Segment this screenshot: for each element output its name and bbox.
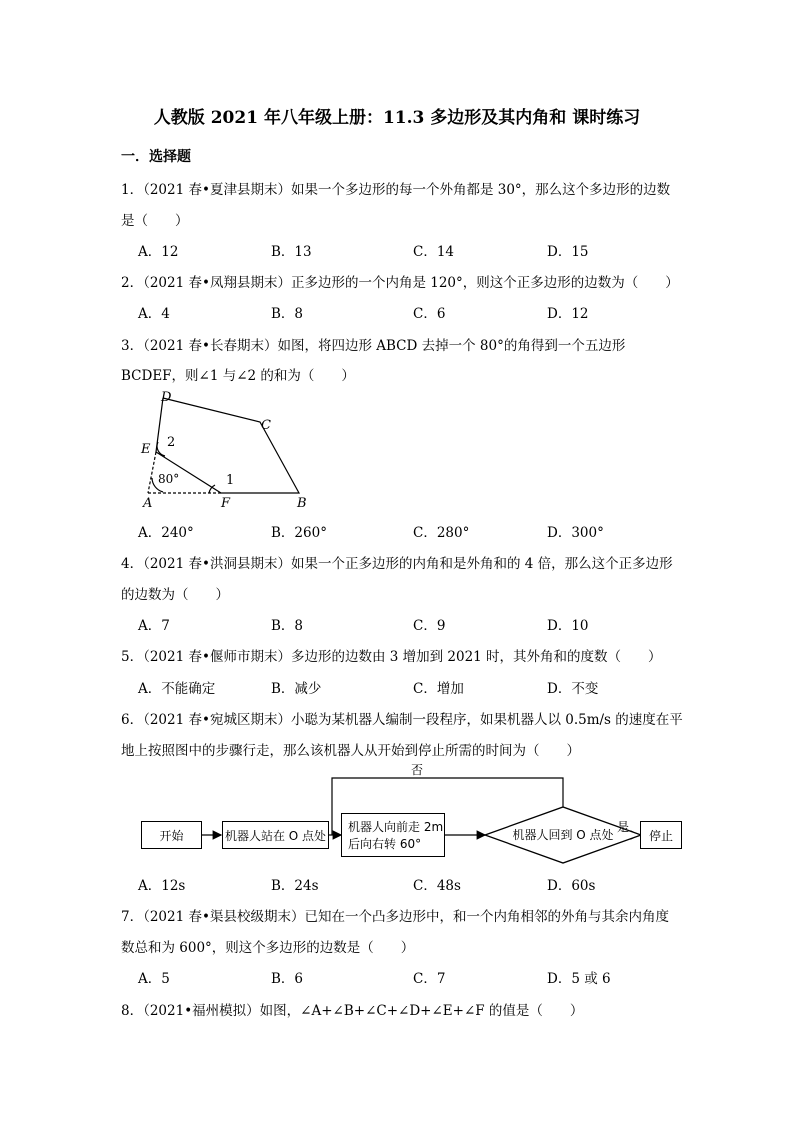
q4-option-a: A．7 (138, 618, 170, 634)
quadrilateral-figure (135, 386, 315, 511)
question-2-line-1: 2．（2021 春•凤翔县期末）正多边形的一个内角是 120°，则这个正多边形的边数为（ ） (121, 275, 679, 291)
label-angle-1: 1 (226, 473, 235, 488)
q6-option-b: B．24s (271, 878, 319, 894)
q7-option-b: B．6 (271, 971, 304, 987)
label-b: B (297, 496, 307, 511)
q7-option-c: C．7 (413, 971, 446, 987)
label-angle-2: 2 (167, 435, 176, 450)
q1-option-b: B．13 (271, 244, 312, 260)
flow-start-box (141, 821, 202, 849)
q1-option-a: A．12 (138, 244, 179, 260)
q3-option-d: D．300° (547, 525, 604, 541)
question-6-line-1: 6．（2021 春•宛城区期末）小聪为某机器人编制一段程序，如果机器人以 0.5m/s 的速度在平 (121, 712, 683, 728)
question-1-line-1: 1．（2021 春•夏津县期末）如果一个多边形的每一个外角都是 30°，那么这个多边形的边数 (121, 182, 671, 198)
question-3-line-2: BCDEF，则∠1 与∠2 的和为（ ） (121, 368, 355, 384)
flow-stop-box (640, 821, 682, 849)
flow-start-text: 开始 (159, 828, 184, 843)
q5-option-b: B．减少 (271, 681, 322, 697)
flow-step2-text-2: 后向右转 60° (348, 837, 422, 851)
q2-option-d: D．12 (547, 306, 589, 322)
q2-option-c: C．6 (413, 306, 446, 322)
question-7-line-1: 7．（2021 春•渠县校级期末）已知在一个凸多边形中，和一个内角相邻的外角与其余内角度 (121, 909, 669, 925)
question-4-line-2: 的边数为（ ） (121, 587, 229, 603)
q7-option-a: A．5 (138, 971, 170, 987)
section-heading: 一．选择题 (121, 149, 191, 165)
label-a: A (143, 496, 153, 511)
flow-step2-text-1: 机器人向前走 2m (348, 820, 444, 834)
q2-option-b: B．8 (271, 306, 304, 322)
flow-step2-box (341, 813, 445, 857)
q3-option-a: A．240° (138, 525, 194, 541)
question-3-line-1: 3．（2021 春•长春期末）如图，将四边形 ABCD 去掉一个 80°的角得到一个五边形 (121, 338, 626, 354)
question-8-line-1: 8．（2021•福州模拟）如图，∠A+∠B+∠C+∠D+∠E+∠F 的值是（ ） (121, 1003, 584, 1019)
question-7-line-2: 数总和为 600°，则这个多边形的边数是（ ） (121, 940, 415, 956)
q3-option-c: C．280° (413, 525, 470, 541)
flow-decision-text: 机器人回到 O 点处 (512, 828, 614, 842)
label-angle-80: 80° (158, 472, 180, 486)
q6-option-c: C．48s (413, 878, 461, 894)
question-4-line-1: 4．（2021 春•洪洞县期末）如果一个正多边形的内角和是外角和的 4 倍，那么这个正多边形 (121, 556, 673, 572)
q4-option-c: C．9 (413, 618, 446, 634)
q4-option-b: B．8 (271, 618, 304, 634)
flow-no-label: 否 (411, 763, 424, 777)
flow-yes-label: 是 (617, 820, 630, 834)
flow-step1-text: 机器人站在 O 点处 (224, 828, 327, 843)
q1-option-d: D．15 (547, 244, 589, 260)
q5-option-d: D．不变 (547, 681, 599, 697)
label-e: E (141, 442, 151, 457)
question-5-line-1: 5．（2021 春•偃师市期末）多边形的边数由 3 增加到 2021 时，其外角和的度数（ ） (121, 649, 662, 665)
q5-option-a: A．不能确定 (138, 681, 216, 697)
flow-stop-text: 停止 (648, 828, 673, 843)
q4-option-d: D．10 (547, 618, 589, 634)
q5-option-c: C．增加 (413, 681, 464, 697)
q6-option-d: D．60s (547, 878, 596, 894)
q7-option-d: D．5 或 6 (547, 971, 611, 987)
label-d: D (161, 390, 172, 405)
page-title: 人教版 2021 年八年级上册：11.3 多边形及其内角和 课时练习 (153, 108, 641, 128)
question-1-line-2: 是（ ） (121, 213, 189, 229)
question-6-line-2: 地上按照图中的步骤行走，那么该机器人从开始到停止所需的时间为（ ） (121, 743, 580, 759)
q3-option-b: B．260° (271, 525, 327, 541)
q2-option-a: A．4 (138, 306, 170, 322)
flow-step1-box (222, 821, 329, 849)
label-f: F (221, 496, 231, 511)
q6-option-a: A．12s (138, 878, 186, 894)
label-c: C (261, 418, 271, 433)
q1-option-c: C．14 (413, 244, 455, 260)
